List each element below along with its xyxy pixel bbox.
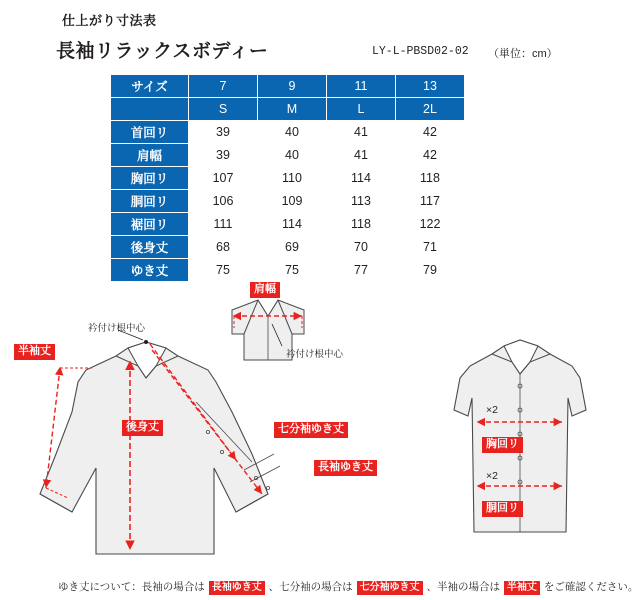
table-header-row-letter	[111, 98, 465, 121]
header-size-label: サイズ	[111, 75, 189, 98]
cell-value: 79	[396, 259, 465, 282]
cell-value: 114	[258, 213, 327, 236]
label-shoulder-width: 肩幅	[250, 282, 280, 298]
cell-value: 118	[327, 213, 396, 236]
table-row	[111, 121, 465, 144]
cell-value: 117	[396, 190, 465, 213]
cell-value: 70	[327, 236, 396, 259]
row-label: 後身丈	[111, 236, 189, 259]
header-letter-l: L	[327, 98, 396, 121]
cell-value: 41	[327, 121, 396, 144]
label-times-two-waist: ×2	[486, 470, 498, 482]
cell-value: 68	[189, 236, 258, 259]
cell-value: 113	[327, 190, 396, 213]
header-letter-blank	[111, 98, 189, 121]
footnote-tag-long-sleeve: 長袖ゆき丈	[209, 581, 265, 595]
table-row	[111, 259, 465, 282]
header-letter-s: S	[189, 98, 258, 121]
row-label: ゆき丈	[111, 259, 189, 282]
cell-value: 39	[189, 121, 258, 144]
footnote-tail: をご確認ください。	[543, 581, 638, 593]
cell-value: 107	[189, 167, 258, 190]
cell-value: 75	[258, 259, 327, 282]
label-back-length: 後身丈	[122, 420, 163, 436]
sleeve-length-footnote	[58, 578, 638, 594]
label-collar-center-detail: 衿付け根中心	[286, 349, 344, 360]
footnote-tag-seven-eighth: 七分袖ゆき丈	[357, 581, 423, 595]
header-size-9: 9	[258, 75, 327, 98]
table-header-row-size	[111, 75, 465, 98]
footnote-tag-half-sleeve: 半袖丈	[504, 581, 540, 595]
row-label: 首回リ	[111, 121, 189, 144]
measurement-table	[110, 74, 465, 282]
cell-value: 69	[258, 236, 327, 259]
cell-value: 41	[327, 144, 396, 167]
table-row	[111, 213, 465, 236]
label-seven-eighth-sleeve: 七分袖ゆき丈	[274, 422, 348, 438]
left-shirt-illustration	[40, 330, 280, 554]
cell-value: 77	[327, 259, 396, 282]
header-size-7: 7	[189, 75, 258, 98]
label-half-sleeve: 半袖丈	[14, 344, 55, 360]
header-size-13: 13	[396, 75, 465, 98]
footnote-mid-1: 、七分袖の場合は	[268, 581, 353, 593]
label-waist: 胴回リ	[482, 501, 523, 517]
label-long-sleeve: 長袖ゆき丈	[314, 460, 377, 476]
cell-value: 122	[396, 213, 465, 236]
cell-value: 118	[396, 167, 465, 190]
cell-value: 109	[258, 190, 327, 213]
garment-diagram-area	[0, 282, 600, 600]
cell-value: 42	[396, 121, 465, 144]
label-collar-center-left: 衿付け根中心	[88, 323, 146, 334]
footnote-lead: ゆき丈について：長袖の場合は	[58, 581, 205, 593]
label-chest: 胸回リ	[482, 437, 523, 453]
table-row	[111, 144, 465, 167]
product-code: LY-L-PBSD02-02	[372, 45, 469, 58]
unit-note: （単位：cm）	[488, 48, 558, 60]
cell-value: 111	[189, 213, 258, 236]
cell-value: 106	[189, 190, 258, 213]
row-label: 胴回リ	[111, 190, 189, 213]
header-letter-m: M	[258, 98, 327, 121]
table-row	[111, 167, 465, 190]
cell-value: 39	[189, 144, 258, 167]
row-label: 裾回リ	[111, 213, 189, 236]
cell-value: 40	[258, 144, 327, 167]
row-label: 肩幅	[111, 144, 189, 167]
header-letter-2l: 2L	[396, 98, 465, 121]
row-label: 胸回リ	[111, 167, 189, 190]
cell-value: 114	[327, 167, 396, 190]
label-times-two-chest: ×2	[486, 404, 498, 416]
table-row	[111, 190, 465, 213]
footnote-mid-2: 、半袖の場合は	[426, 581, 500, 593]
table-row	[111, 236, 465, 259]
cell-value: 42	[396, 144, 465, 167]
cell-value: 110	[258, 167, 327, 190]
page-title: 長袖リラックスボディー	[56, 41, 269, 62]
cell-value: 40	[258, 121, 327, 144]
page-subtitle: 仕上がり寸法表	[62, 13, 157, 28]
cell-value: 75	[189, 259, 258, 282]
header-size-11: 11	[327, 75, 396, 98]
cell-value: 71	[396, 236, 465, 259]
